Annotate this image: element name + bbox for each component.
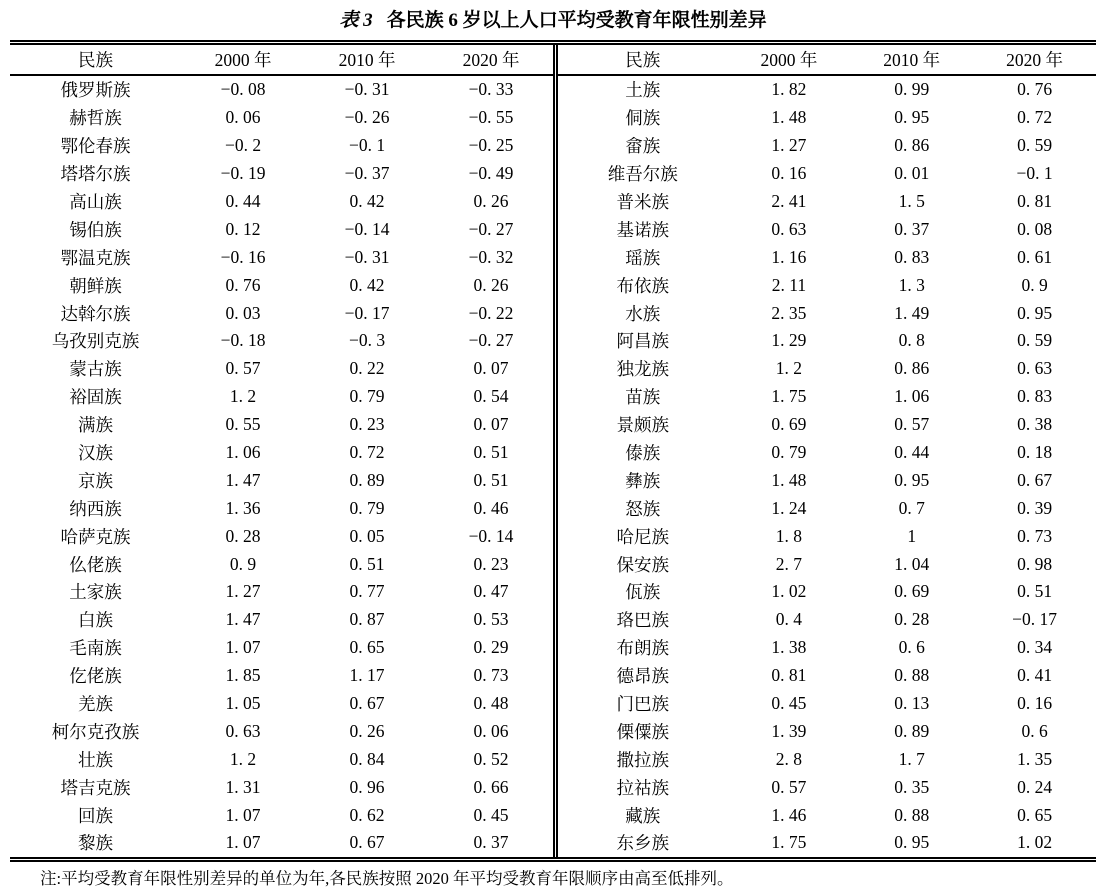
col-header-2020: 2020 年 xyxy=(429,45,553,75)
cell-2020: 0. 65 xyxy=(1017,804,1053,825)
cell-ethnicity: 哈尼族 xyxy=(616,526,669,547)
cell-ethnicity: 塔塔尔族 xyxy=(60,164,131,185)
cell-ethnicity: 普米族 xyxy=(616,192,669,212)
table-row xyxy=(10,801,553,829)
cell-2000: 0. 55 xyxy=(225,414,261,435)
cell-2020: 0. 08 xyxy=(1017,218,1053,239)
table-row xyxy=(10,522,553,550)
table-row xyxy=(558,104,1096,132)
table-number: 表 3 xyxy=(339,10,373,31)
cell-2000: 0. 76 xyxy=(225,274,261,295)
cell-2000: 1. 31 xyxy=(225,776,261,797)
cell-2010: −0. 26 xyxy=(344,107,390,128)
table-left xyxy=(10,45,553,857)
cell-ethnicity: 柯尔克孜族 xyxy=(51,721,140,742)
cell-2010: 0. 23 xyxy=(349,414,385,435)
cell-2000: 0. 63 xyxy=(771,218,807,239)
table-row xyxy=(558,243,1096,271)
cell-2020: 0. 98 xyxy=(1017,553,1053,574)
table-row xyxy=(558,494,1096,522)
cell-2010: 0. 37 xyxy=(894,218,930,239)
cell-2000: 1. 85 xyxy=(225,665,261,686)
cell-2010: 1. 7 xyxy=(898,748,925,769)
table-row xyxy=(558,662,1096,690)
cell-ethnicity: 畲族 xyxy=(625,136,661,157)
cell-2010: −0. 37 xyxy=(344,163,390,184)
cell-2000: −0. 19 xyxy=(220,163,266,184)
cell-2020: 0. 73 xyxy=(473,665,509,686)
cell-2020: 0. 54 xyxy=(473,386,509,407)
cell-2010: 0. 6 xyxy=(898,637,925,658)
table-left-half xyxy=(10,45,553,857)
cell-2020: 0. 46 xyxy=(473,497,509,518)
cell-2000: 1. 02 xyxy=(771,581,807,602)
cell-2020: 0. 26 xyxy=(473,274,509,295)
cell-2020: 0. 41 xyxy=(1017,665,1053,686)
table-row xyxy=(10,383,553,411)
cell-2010: 0. 89 xyxy=(349,469,385,490)
cell-2000: 0. 81 xyxy=(771,665,807,686)
cell-ethnicity: 门巴族 xyxy=(616,694,669,715)
table-row xyxy=(10,411,553,439)
cell-2000: 0. 4 xyxy=(775,609,803,630)
cell-2020: −0. 22 xyxy=(468,302,514,323)
table-row xyxy=(558,801,1096,829)
table-row xyxy=(10,829,553,857)
cell-2020: −0. 55 xyxy=(468,107,514,128)
cell-2000: 1. 38 xyxy=(771,637,807,658)
cell-2010: 0. 96 xyxy=(349,776,385,797)
cell-2000: −0. 08 xyxy=(220,79,266,100)
cell-2000: 2. 35 xyxy=(771,302,807,323)
cell-ethnicity: 仫佬族 xyxy=(69,554,122,575)
cell-2000: 0. 16 xyxy=(771,163,807,184)
table-row xyxy=(10,271,553,299)
cell-2000: 2. 41 xyxy=(771,191,807,211)
cell-2000: 0. 45 xyxy=(771,693,807,714)
cell-2010: 1. 17 xyxy=(349,665,385,686)
table-title-text: 各民族 6 岁以上人口平均受教育年限性别差异 xyxy=(386,10,767,31)
cell-2010: 0. 8 xyxy=(898,330,925,351)
col-header-2000: 2000 年 xyxy=(727,45,850,75)
cell-ethnicity: 朝鲜族 xyxy=(69,275,122,296)
table-row xyxy=(558,466,1096,494)
cell-2010: 0. 72 xyxy=(349,442,385,463)
cell-2020: 0. 38 xyxy=(1017,414,1053,435)
cell-2020: 0. 18 xyxy=(1017,442,1053,463)
cell-2000: 1. 07 xyxy=(225,804,261,825)
cell-2020: 0. 24 xyxy=(1017,776,1053,797)
cell-ethnicity: 保安族 xyxy=(616,554,669,575)
table-row xyxy=(10,662,553,690)
cell-2010: 1. 49 xyxy=(894,302,930,323)
cell-ethnicity: 土家族 xyxy=(69,582,122,603)
table-right-half xyxy=(553,45,1096,857)
cell-ethnicity: 鄂温克族 xyxy=(60,247,131,268)
cell-ethnicity: 彝族 xyxy=(625,470,661,491)
cell-2000: −0. 2 xyxy=(224,135,262,156)
cell-2010: 0. 7 xyxy=(898,497,925,518)
table-row xyxy=(558,160,1096,188)
cell-2010: 0. 01 xyxy=(894,163,930,184)
table-row xyxy=(10,215,553,243)
table-row xyxy=(10,188,553,216)
cell-2020: 0. 51 xyxy=(473,469,509,490)
cell-2000: 1. 16 xyxy=(771,246,807,267)
cell-ethnicity: 基诺族 xyxy=(616,219,669,240)
cell-2010: 0. 44 xyxy=(894,442,930,463)
cell-2020: −0. 25 xyxy=(468,135,514,156)
table-row xyxy=(558,745,1096,773)
cell-2000: 1. 2 xyxy=(229,386,257,407)
cell-2000: 0. 44 xyxy=(225,191,261,211)
cell-2000: 0. 63 xyxy=(225,720,261,741)
cell-2010: 0. 22 xyxy=(349,358,385,379)
cell-2020: 0. 9 xyxy=(1021,274,1048,295)
cell-2020: 0. 34 xyxy=(1017,637,1053,658)
col-header-ethnicity: 民族 xyxy=(10,45,181,75)
table-row xyxy=(558,132,1096,160)
cell-2000: 0. 12 xyxy=(225,218,261,239)
cell-2000: 0. 03 xyxy=(225,302,261,323)
cell-2020: 0. 16 xyxy=(1017,693,1053,714)
table-row xyxy=(558,578,1096,606)
cell-2010: 0. 69 xyxy=(894,581,930,602)
cell-2020: 0. 37 xyxy=(473,832,509,853)
cell-2010: 1 xyxy=(907,525,917,546)
col-header-2000: 2000 年 xyxy=(181,45,305,75)
cell-2020: 0. 83 xyxy=(1017,386,1053,407)
cell-2020: −0. 49 xyxy=(468,163,514,184)
cell-2010: −0. 1 xyxy=(348,135,386,156)
table-row xyxy=(558,550,1096,578)
table-footnote: 注:平均受教育年限性别差异的单位为年,各民族按照 2020 年平均受教育年限顺序由高至低排列。 xyxy=(40,868,734,888)
cell-2000: 1. 07 xyxy=(225,637,261,658)
cell-2000: 1. 39 xyxy=(771,720,807,741)
cell-2010: 0. 95 xyxy=(894,469,930,490)
cell-2010: 0. 57 xyxy=(894,414,930,435)
cell-2010: 0. 79 xyxy=(349,386,385,407)
table-row xyxy=(558,327,1096,355)
cell-2000: 1. 2 xyxy=(229,748,257,769)
cell-2010: 0. 67 xyxy=(349,832,385,853)
cell-ethnicity: 乌孜别克族 xyxy=(51,331,140,352)
cell-ethnicity: 维吾尔族 xyxy=(607,164,678,185)
cell-2020: 0. 59 xyxy=(1017,135,1053,156)
cell-2020: 0. 39 xyxy=(1017,497,1053,518)
education-gap-table xyxy=(10,40,1096,862)
cell-ethnicity: 德昂族 xyxy=(616,666,669,687)
table-row xyxy=(10,355,553,383)
cell-ethnicity: 回族 xyxy=(78,805,114,826)
col-header-2010: 2010 年 xyxy=(305,45,429,75)
cell-2010: 0. 42 xyxy=(349,274,385,295)
table-row xyxy=(10,439,553,467)
cell-2000: 1. 07 xyxy=(225,832,261,853)
cell-ethnicity: 傣族 xyxy=(625,443,661,464)
cell-2020: 0. 51 xyxy=(1017,581,1053,602)
table-row xyxy=(558,299,1096,327)
table-row xyxy=(558,522,1096,550)
cell-ethnicity: 裕固族 xyxy=(69,387,122,408)
cell-2020: 1. 35 xyxy=(1017,748,1053,769)
cell-2010: 0. 51 xyxy=(349,553,385,574)
cell-2020: 1. 02 xyxy=(1017,832,1053,853)
cell-2000: 1. 75 xyxy=(771,832,807,853)
cell-2020: 0. 07 xyxy=(473,414,509,435)
cell-2020: 0. 07 xyxy=(473,358,509,379)
col-header-ethnicity: 民族 xyxy=(558,45,727,75)
cell-ethnicity: 藏族 xyxy=(625,805,661,826)
cell-2010: 0. 77 xyxy=(349,581,385,602)
cell-2010: 0. 88 xyxy=(894,665,930,686)
cell-ethnicity: 土族 xyxy=(625,80,661,101)
cell-ethnicity: 水族 xyxy=(625,303,661,324)
cell-ethnicity: 俄罗斯族 xyxy=(60,80,131,101)
table-row xyxy=(558,606,1096,634)
cell-ethnicity: 锡伯族 xyxy=(69,219,122,240)
cell-2010: 0. 67 xyxy=(349,693,385,714)
table-row xyxy=(558,439,1096,467)
table-title xyxy=(10,8,1096,34)
cell-2010: 0. 26 xyxy=(349,720,385,741)
cell-2010: 1. 3 xyxy=(898,274,925,295)
cell-2020: 0. 48 xyxy=(473,693,509,714)
col-header-2010: 2010 年 xyxy=(850,45,973,75)
cell-2020: 0. 45 xyxy=(473,804,509,825)
cell-2010: 0. 13 xyxy=(894,693,930,714)
cell-ethnicity: 达斡尔族 xyxy=(60,303,131,324)
cell-2010: 1. 06 xyxy=(894,386,930,407)
cell-2000: 0. 57 xyxy=(771,776,807,797)
cell-2020: 0. 29 xyxy=(473,637,509,658)
cell-2000: 1. 82 xyxy=(771,79,807,100)
cell-ethnicity: 纳西族 xyxy=(69,498,122,519)
header-row xyxy=(558,45,1096,75)
table-row xyxy=(10,160,553,188)
table-row xyxy=(558,717,1096,745)
cell-2000: 2. 8 xyxy=(775,748,803,769)
table-row xyxy=(558,75,1096,104)
cell-ethnicity: 怒族 xyxy=(625,498,661,519)
cell-2000: 1. 36 xyxy=(225,497,261,518)
cell-2020: 0. 73 xyxy=(1017,525,1053,546)
cell-2010: 1. 04 xyxy=(894,553,930,574)
cell-2000: 1. 46 xyxy=(771,804,807,825)
cell-2010: −0. 17 xyxy=(344,302,390,323)
cell-2000: 1. 2 xyxy=(775,358,803,379)
cell-2010: 0. 79 xyxy=(349,497,385,518)
cell-2000: 1. 47 xyxy=(225,609,261,630)
table-row xyxy=(558,188,1096,216)
cell-ethnicity: 撒拉族 xyxy=(616,749,669,770)
cell-2020: −0. 27 xyxy=(468,330,514,351)
cell-2020: 0. 95 xyxy=(1017,302,1053,323)
table-row xyxy=(558,634,1096,662)
cell-2020: 0. 23 xyxy=(473,553,509,574)
cell-ethnicity: 佤族 xyxy=(625,582,661,603)
cell-ethnicity: 仡佬族 xyxy=(69,666,122,687)
table-row xyxy=(10,745,553,773)
cell-2010: 0. 35 xyxy=(894,776,930,797)
cell-2020: 0. 59 xyxy=(1017,330,1053,351)
cell-2020: 0. 51 xyxy=(473,442,509,463)
cell-ethnicity: 阿昌族 xyxy=(616,331,669,352)
cell-ethnicity: 独龙族 xyxy=(616,359,669,380)
table-row xyxy=(10,717,553,745)
cell-ethnicity: 壮族 xyxy=(78,749,114,770)
table-row xyxy=(10,327,553,355)
cell-ethnicity: 满族 xyxy=(78,415,114,436)
cell-2000: −0. 16 xyxy=(220,246,266,267)
cell-2020: 0. 72 xyxy=(1017,107,1053,128)
cell-ethnicity: 东乡族 xyxy=(616,833,669,854)
cell-ethnicity: 高山族 xyxy=(69,192,122,212)
cell-2020: 0. 06 xyxy=(473,720,509,741)
table-row xyxy=(558,411,1096,439)
cell-2010: 0. 86 xyxy=(894,358,930,379)
cell-2000: 0. 9 xyxy=(229,553,257,574)
cell-ethnicity: 鄂伦春族 xyxy=(60,136,131,157)
table-row xyxy=(10,634,553,662)
cell-ethnicity: 白族 xyxy=(78,610,114,631)
table-row xyxy=(558,829,1096,857)
cell-2010: 0. 62 xyxy=(349,804,385,825)
cell-ethnicity: 布朗族 xyxy=(616,638,669,659)
cell-ethnicity: 拉祜族 xyxy=(616,777,669,798)
cell-2000: 1. 29 xyxy=(771,330,807,351)
table-row xyxy=(10,773,553,801)
cell-2010: 0. 88 xyxy=(894,804,930,825)
table-row xyxy=(10,299,553,327)
header-row xyxy=(10,45,553,75)
cell-2010: 0. 89 xyxy=(894,720,930,741)
table-row xyxy=(10,466,553,494)
cell-2020: −0. 1 xyxy=(1016,163,1053,184)
table-row xyxy=(10,550,553,578)
cell-ethnicity: 京族 xyxy=(78,470,114,491)
cell-2020: −0. 14 xyxy=(468,525,514,546)
cell-2010: 0. 84 xyxy=(349,748,385,769)
cell-2020: 0. 53 xyxy=(473,609,509,630)
cell-ethnicity: 侗族 xyxy=(625,108,661,129)
cell-2010: 0. 83 xyxy=(894,246,930,267)
table-row xyxy=(10,494,553,522)
cell-ethnicity: 布依族 xyxy=(616,275,669,296)
table-row xyxy=(10,606,553,634)
cell-2010: 0. 86 xyxy=(894,135,930,156)
table-row xyxy=(10,104,553,132)
cell-2020: 0. 6 xyxy=(1021,720,1048,741)
cell-ethnicity: 哈萨克族 xyxy=(60,526,131,547)
cell-2010: 0. 99 xyxy=(894,79,930,100)
cell-2010: 0. 28 xyxy=(894,609,930,630)
cell-ethnicity: 塔吉克族 xyxy=(60,777,131,798)
cell-2020: 0. 61 xyxy=(1017,246,1053,267)
table-row xyxy=(558,383,1096,411)
cell-2010: −0. 31 xyxy=(344,79,390,100)
cell-ethnicity: 黎族 xyxy=(78,833,114,854)
table-row xyxy=(558,355,1096,383)
cell-2000: 1. 24 xyxy=(771,497,807,518)
cell-2000: 1. 8 xyxy=(775,525,803,546)
table-row xyxy=(10,132,553,160)
col-header-2020: 2020 年 xyxy=(973,45,1096,75)
cell-2000: 1. 48 xyxy=(771,107,807,128)
cell-2020: −0. 27 xyxy=(468,218,514,239)
cell-ethnicity: 苗族 xyxy=(625,387,661,408)
table-row xyxy=(558,271,1096,299)
cell-2000: 1. 48 xyxy=(771,469,807,490)
cell-ethnicity: 景颇族 xyxy=(616,415,669,436)
cell-2000: 1. 06 xyxy=(225,442,261,463)
cell-ethnicity: 汉族 xyxy=(78,443,114,464)
cell-2000: 1. 27 xyxy=(771,135,807,156)
cell-2020: 0. 66 xyxy=(473,776,509,797)
cell-2000: 0. 79 xyxy=(771,442,807,463)
table-row xyxy=(558,215,1096,243)
cell-2010: −0. 14 xyxy=(344,218,390,239)
cell-ethnicity: 蒙古族 xyxy=(69,359,122,380)
table-row xyxy=(10,690,553,718)
table-row xyxy=(10,75,553,104)
cell-ethnicity: 赫哲族 xyxy=(69,108,122,129)
table-row xyxy=(10,578,553,606)
cell-ethnicity: 毛南族 xyxy=(69,638,122,659)
table-row xyxy=(10,243,553,271)
cell-2020: −0. 17 xyxy=(1012,609,1057,630)
cell-2010: 0. 95 xyxy=(894,107,930,128)
cell-2020: 0. 52 xyxy=(473,748,509,769)
cell-2000: 1. 05 xyxy=(225,693,261,714)
cell-2010: 1. 5 xyxy=(898,191,925,211)
cell-2010: 0. 95 xyxy=(894,832,930,853)
cell-2000: 1. 75 xyxy=(771,386,807,407)
cell-2010: −0. 3 xyxy=(348,330,386,351)
cell-2000: 2. 7 xyxy=(775,553,803,574)
table-row xyxy=(558,690,1096,718)
cell-2000: 1. 27 xyxy=(225,581,261,602)
cell-2020: 0. 26 xyxy=(473,191,509,211)
cell-ethnicity: 珞巴族 xyxy=(616,610,669,631)
cell-2000: 0. 28 xyxy=(225,525,261,546)
cell-2020: 0. 47 xyxy=(473,581,509,602)
cell-2000: 1. 47 xyxy=(225,469,261,490)
cell-2020: 0. 81 xyxy=(1017,191,1053,211)
cell-2000: −0. 18 xyxy=(220,330,266,351)
cell-2000: 0. 06 xyxy=(225,107,261,128)
cell-ethnicity: 傈僳族 xyxy=(616,721,669,742)
cell-ethnicity: 瑶族 xyxy=(625,247,661,268)
cell-2020: −0. 32 xyxy=(468,246,514,267)
cell-2020: 0. 67 xyxy=(1017,469,1053,490)
cell-2020: −0. 33 xyxy=(468,79,514,100)
cell-2020: 0. 76 xyxy=(1017,79,1053,100)
cell-2010: −0. 31 xyxy=(344,246,390,267)
cell-2010: 0. 65 xyxy=(349,637,385,658)
cell-2010: 0. 05 xyxy=(349,525,385,546)
cell-2000: 2. 11 xyxy=(771,274,807,295)
cell-2000: 0. 69 xyxy=(771,414,807,435)
cell-2010: 0. 42 xyxy=(349,191,385,211)
cell-ethnicity: 羌族 xyxy=(78,694,114,715)
table-row xyxy=(558,773,1096,801)
table-right xyxy=(558,45,1096,857)
cell-2000: 0. 57 xyxy=(225,358,261,379)
cell-2010: 0. 87 xyxy=(349,609,385,630)
cell-2020: 0. 63 xyxy=(1017,358,1053,379)
